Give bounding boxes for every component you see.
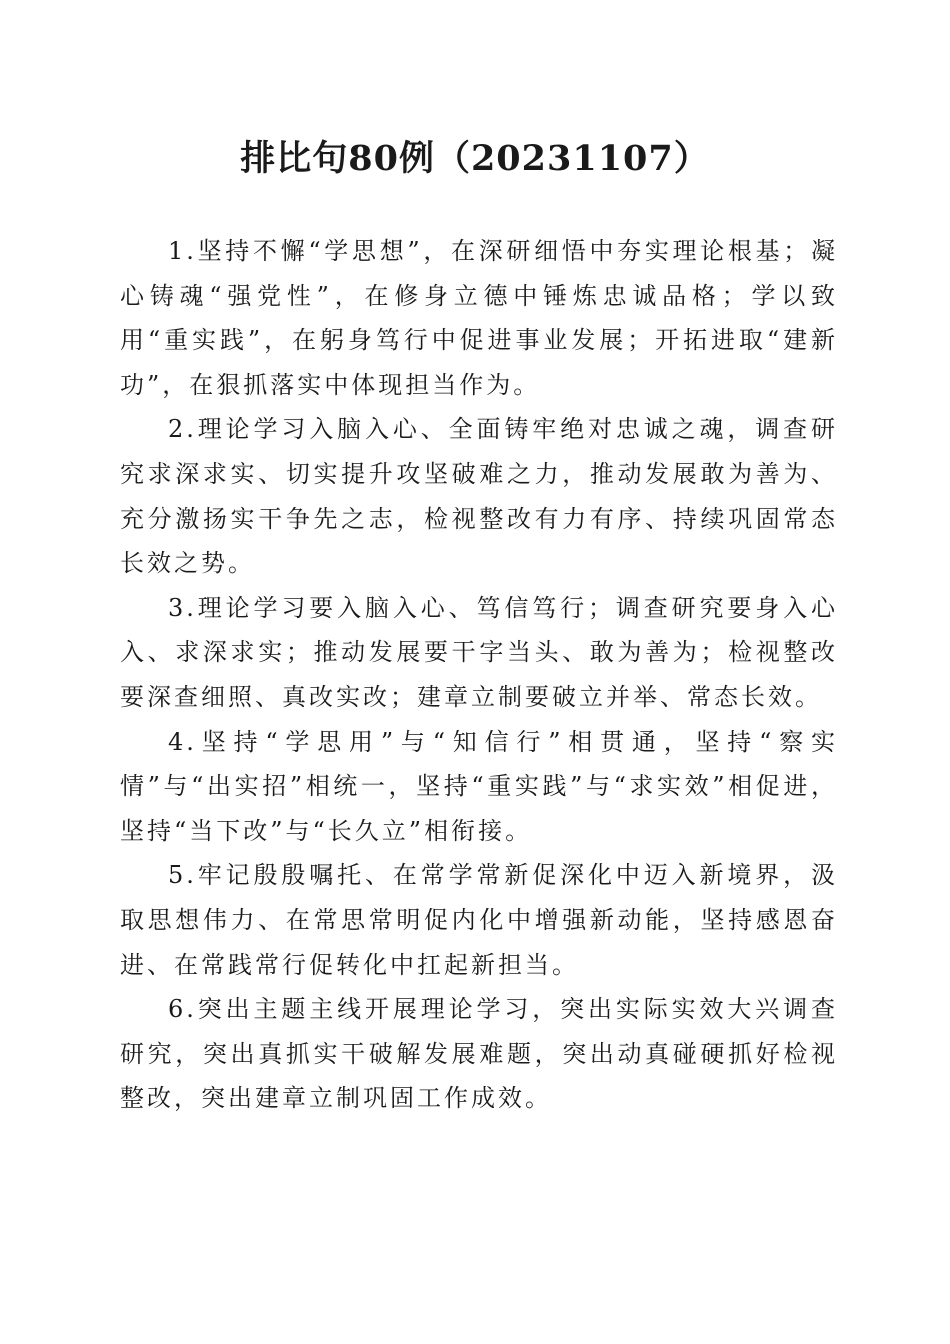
paragraph-2: 2.理论学习入脑入心、全面铸牢绝对忠诚之魂，调查研究求深求实、切实提升攻坚破难之力，推动发展敢为善为、充分激扬实干争先之志，检视整改有力有序、持续巩固常态长效之势。	[120, 415, 838, 578]
paragraph-6: 6.突出主题主线开展理论学习，突出实际实效大兴调查研究，突出真抓实干破解发展难题，突出动真碰硬抓好检视整改，突出建章立制巩固工作成效。	[120, 995, 838, 1113]
paragraph-1: 1.坚持不懈“学思想”，在深研细悟中夯实理论根基；凝心铸魂“强党性”，在修身立德中锤炼忠诚品格；学以致用“重实践”，在躬身笃行中促进事业发展；开拓进取“建新功”，在狠抓落实中体现担当作为。	[120, 237, 838, 399]
document-title: 排比句80例（20231107）	[240, 138, 710, 179]
paragraph-5: 5.牢记殷殷嘱托、在常学常新促深化中迈入新境界，汲取思想伟力、在常思常明促内化中增强新动能，坚持感恩奋进、在常践常行促转化中扛起新担当。	[120, 861, 838, 979]
paragraph-3: 3.理论学习要入脑入心、笃信笃行；调查研究要身入心入、求深求实；推动发展要干字当头、敢为善为；检视整改要深查细照、真改实改；建章立制要破立并举、常态长效。	[120, 593, 838, 711]
paragraph-4: 4.坚持“学思用”与“知信行”相贯通，坚持“察实情”与“出实招”相统一，坚持“重实践”与“求实效”相促进，坚持“当下改”与“长久立”相衔接。	[120, 727, 838, 845]
document-body	[120, 229, 838, 1121]
